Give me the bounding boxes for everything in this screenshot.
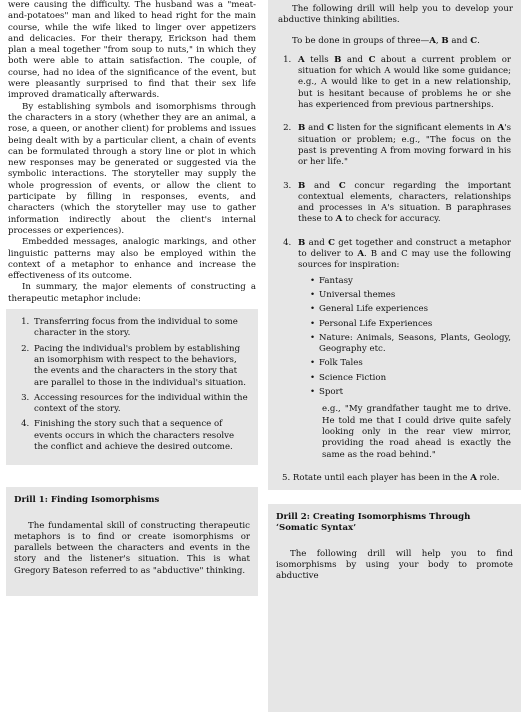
example-quote: e.g., "My grandfather taught me to drive. He told me that I could drive quite safely looking only in the rear view mirror, providing the road ahead is exactly the same as the road behind.": [322, 404, 511, 460]
role-label: B: [334, 54, 342, 65]
source-label: Personal Life Experiences: [319, 318, 433, 329]
role-label: B: [298, 123, 306, 134]
bullet-icon: •: [310, 304, 316, 315]
list-item: [310, 373, 511, 384]
step-text: role.: [476, 472, 500, 483]
list-item: 4. Finishing the story such that a sequence of events occurs in which the characters resolve the conflict and achieve the desired outcome.: [32, 419, 250, 453]
role-label: A: [497, 123, 505, 134]
role-b: B: [441, 35, 449, 46]
role-label: C: [338, 180, 346, 191]
list-item: 3. Accessing resources for the individual within the context of the story.: [32, 393, 250, 416]
inspiration-sources: [298, 276, 511, 399]
paragraph: In summary, the major elements of constructing a therapeutic metaphor include:: [8, 282, 256, 304]
step-text: concur regarding the important contextual elements, characters, relationships and processes in A's situation. B paraphrases these to: [298, 180, 512, 225]
list-item: 1. Transferring focus from the individual to some character in the story.: [32, 317, 250, 340]
list-item: [310, 276, 511, 287]
drill-2-box: [268, 504, 521, 712]
step-text: and: [305, 123, 328, 134]
and-text: and: [448, 35, 471, 46]
paragraph: By establishing symbols and isomorphisms through the characters in a story (whether they are an animal, a rose, a queen, or another client) for problems and issues being dealt with by a particular client, a chain of events can be formulated through a story line or plot in which new responses may be generated or suggested via the symbolic interactions. The storyteller may supply the whole progression of events, or allow the client to participate by filling in responses, events, and characters (which the storyteller may use to gather information indirectly about the client's internal processes or experiences).: [8, 101, 256, 236]
step-text: to check for accuracy.: [342, 214, 441, 225]
source-label: Universal themes: [319, 289, 396, 300]
role-label: A: [298, 54, 305, 65]
list-item: [310, 304, 511, 315]
groups-line: [278, 36, 513, 47]
source-label: Science Fiction: [319, 372, 387, 383]
drill-1-text: The fundamental skill of constructing therapeutic metaphors is to find or create isomorphisms or parallels between the characters and events in the story and the listener's situation. This is what Gregory Bateson referred to as "abductive" thinking.: [14, 520, 250, 576]
drill-1-box: [6, 487, 258, 595]
role-label: A: [335, 214, 343, 225]
role-label: B: [298, 180, 306, 191]
paragraph: were causing the difficulty. The husband was a "meat-and-potatoes" man and liked to head right for the main course, while the wife liked to linger over appetizers and delicacies. For their therapy, Erickson had them plan a meal together "from soup to nuts," in which they both were able to attain satisfaction. The couple, of course, had no idea of the significance of the event, but were pleasantly surprised to find that their sex life improved dramatically afterwards.: [8, 0, 256, 101]
drill-step: [294, 238, 511, 461]
left-column: [6, 0, 258, 596]
drill-2-title: Drill 2: Creating Isomorphisms Through ‘Somatic Syntax’: [276, 512, 471, 534]
step-text: . B and C may use the following sources for inspiration:: [298, 249, 511, 271]
list-item: [310, 319, 511, 330]
step-text: tells: [304, 54, 335, 65]
bullet-icon: •: [310, 332, 316, 343]
role-label: A: [357, 249, 364, 260]
list-item: [310, 333, 511, 356]
list-item: [310, 387, 511, 398]
drill-2-text: The following drill will help you to find isomorphisms by using your body to promote abductive: [276, 548, 513, 582]
bullet-icon: •: [310, 358, 316, 369]
source-label: General Life experiences: [319, 304, 429, 315]
last-step: [278, 473, 513, 484]
drill-step: [294, 181, 511, 226]
role-label: A: [470, 472, 477, 483]
bullet-icon: •: [310, 387, 316, 398]
paragraph: Embedded messages, analogic markings, and other linguistic patterns may also be employed within the context of a metaphor to enhance and increase the effectiveness of its outcome.: [8, 237, 256, 282]
role-label: B: [298, 237, 306, 248]
step-text: and: [341, 54, 369, 65]
step-text: and: [305, 237, 329, 248]
period: .: [477, 35, 480, 46]
source-label: Sport: [319, 387, 344, 398]
source-label: Fantasy: [319, 275, 353, 286]
separator: ,: [435, 35, 442, 46]
drill-step: [294, 123, 511, 168]
right-column: [268, 0, 521, 712]
step-text: about a current problem or situation for which A would like some guidance; e.g., A would like to get in a new relationship, but is hesitant because of problems he or she has experienced from previous partnerships.: [298, 54, 511, 111]
step-text: 's situation or problem; e.g., "The focus on the past is preventing A from moving forward in his or her life.": [298, 123, 512, 168]
bullet-icon: •: [310, 289, 316, 300]
step-text: 5. Rotate until each player has been in the: [282, 472, 471, 483]
step-text: get together and construct a metaphor to deliver to: [298, 237, 511, 260]
drill-instructions-box: [268, 0, 521, 490]
bullet-icon: •: [310, 372, 316, 383]
bullet-icon: •: [310, 318, 316, 329]
metaphor-elements-list: [16, 317, 250, 453]
role-label: C: [328, 237, 335, 248]
role-label: C: [368, 54, 376, 65]
bullet-icon: •: [310, 275, 316, 286]
left-body-text: [6, 0, 258, 305]
drill-step: [294, 55, 511, 111]
groups-text: To be done in groups of three—: [292, 35, 430, 46]
drill-steps: [278, 55, 513, 461]
drill-intro: The following drill will help you to develop your abductive thinking abilities.: [278, 4, 513, 26]
source-label: Folk Tales: [319, 358, 363, 369]
list-item: [310, 290, 511, 301]
metaphor-elements-box: [6, 309, 258, 465]
role-a: A: [429, 35, 436, 46]
drill-1-title: Drill 1: Finding Isomorphisms: [14, 495, 160, 506]
list-item: [310, 358, 511, 369]
source-label: Nature: Animals, Seasons, Plants, Geology, Geography etc.: [319, 332, 511, 355]
step-text: and: [305, 180, 339, 191]
step-text: listen for the significant elements in: [333, 123, 498, 134]
list-item: 2. Pacing the individual's problem by establishing an isomorphism with respect to the behaviors, the events and the characters in the story that are parallel to those in the individual's situation.: [32, 344, 250, 389]
role-c: C: [470, 35, 478, 46]
role-label: C: [327, 123, 334, 134]
